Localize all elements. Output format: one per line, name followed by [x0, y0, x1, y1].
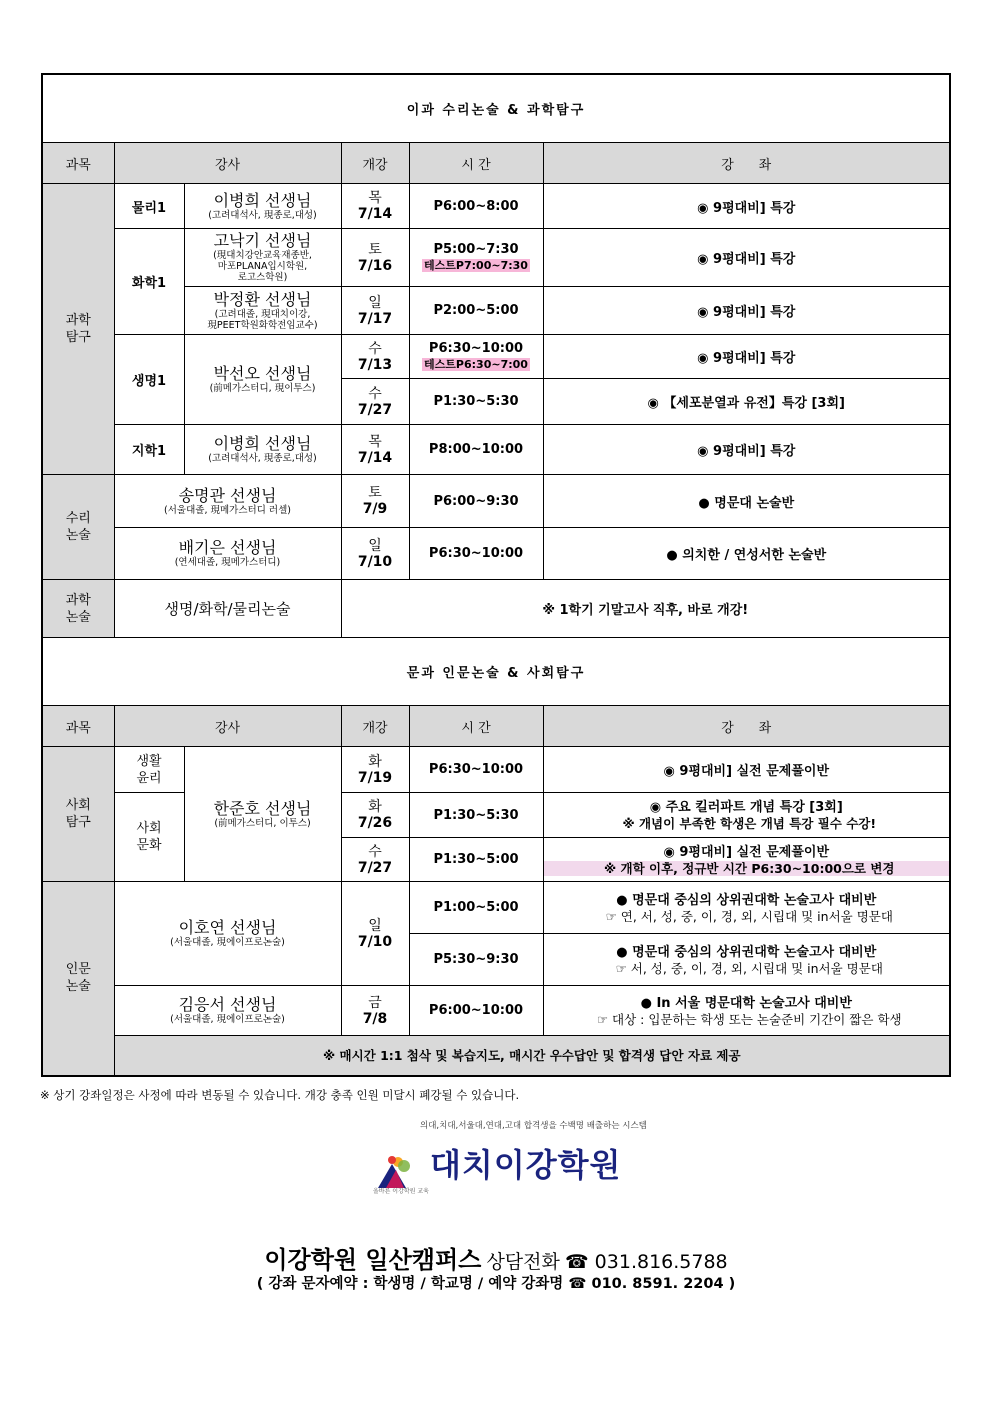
teacher-credentials: (前메가스터디, 이투스) [214, 817, 311, 829]
teacher-credentials: (現대치강안교육재종반, 마포PLANA입시학원, 로고스학원) [213, 250, 312, 283]
open-cell [341, 747, 409, 793]
table-row [42, 528, 950, 580]
open-date: 7/14 [357, 449, 393, 466]
time-cell: P6:30~10:00 [409, 528, 543, 580]
teacher-cell [114, 475, 341, 528]
header-course: 강 좌 [543, 143, 950, 184]
teacher-credentials: (고려대석사, 現종로,대성) [208, 453, 317, 464]
open-day: 수 [368, 843, 382, 860]
course-title: ◉ 9평대비] 실전 문제풀이반 [663, 844, 830, 860]
teacher-credentials: (서울대졸, 現에이프로논술) [170, 1014, 285, 1025]
open-cell [341, 287, 409, 335]
subject-biology: 생명1 [114, 335, 184, 425]
open-cell [341, 793, 409, 838]
course-cell: ◉ 9평대비] 실전 문제풀이반 [543, 747, 950, 793]
time-cell: P1:30~5:30 [409, 793, 543, 838]
time-text: P6:30~10:00 [428, 341, 524, 356]
course-note: ※ 개념이 부족한 학생은 개념 특강 필수 수강! [622, 816, 877, 831]
table-row [42, 793, 950, 838]
open-day: 토 [368, 241, 382, 258]
time-cell: P6:00~9:30 [409, 475, 543, 528]
course-cell: ◉ 9평대비] 특강 [543, 335, 950, 379]
open-date: 7/10 [357, 553, 393, 570]
bottom-note: ※ 매시간 1:1 첨삭 및 복습지도, 매시간 우수답안 및 합격생 답안 자료 제공 [114, 1036, 950, 1076]
subject-society: 사회 문화 [114, 793, 184, 882]
group-humanities-essay: 인문 논술 [42, 882, 114, 1076]
subject-earth-science: 지학1 [114, 425, 184, 475]
table-row [42, 580, 950, 638]
table-row [42, 882, 950, 934]
header-time: 시 간 [409, 706, 543, 747]
time-cell: P1:00~5:00 [409, 882, 543, 934]
consult-label: 상담전화 [486, 1251, 560, 1273]
time-cell [409, 335, 543, 379]
group-science: 과학 탐구 [42, 184, 114, 475]
time-cell [409, 229, 543, 287]
teacher-cell [114, 528, 341, 580]
open-date: 7/26 [357, 815, 393, 831]
open-day: 목 [368, 433, 382, 450]
course-note: ☞ 연, 서, 성, 중, 이, 경, 외, 시립대 및 in서울 명문대 [605, 908, 893, 924]
course-cell: ◉ 9평대비] 특강 [543, 184, 950, 229]
course-cell [543, 882, 950, 934]
course-cell: ● 의치한 / 연성서한 논술반 [543, 528, 950, 580]
course-note: ☞ 서, 성, 중, 이, 경, 외, 시립대 및 in서울 명문대 [615, 960, 883, 976]
open-date: 7/13 [357, 356, 393, 373]
open-date: 7/19 [357, 769, 393, 786]
open-cell [341, 528, 409, 580]
open-cell [341, 184, 409, 229]
open-date: 7/17 [357, 310, 393, 327]
course-cell [543, 793, 950, 838]
teacher-credentials: (前메가스터디, 現이투스) [209, 383, 316, 394]
open-cell [341, 475, 409, 528]
test-badge: 테스트P7:00~7:30 [424, 259, 528, 272]
logo-slogan: 의대,치대,서울대,연대,고대 합격생을 수백명 배출하는 시스템 [420, 1121, 647, 1131]
course-cell: ◉ 9평대비] 특강 [543, 425, 950, 475]
open-cell [341, 379, 409, 425]
table-row [42, 747, 950, 793]
table-row [42, 986, 950, 1036]
open-day: 금 [368, 994, 382, 1011]
time-cell: P5:30~9:30 [409, 934, 543, 986]
header-course: 강 좌 [543, 706, 950, 747]
time-cell: P6:00~8:00 [409, 184, 543, 229]
header-subject: 과목 [42, 706, 114, 747]
teacher-name: 박선오 선생님 [213, 364, 312, 383]
open-date: 7/27 [357, 859, 393, 876]
time-cell: P1:30~5:00 [409, 838, 543, 882]
table-row [42, 475, 950, 528]
course-cell: ◉ 9평대비] 특강 [543, 287, 950, 335]
course-title: ● 명문대 중심의 상위권대학 논술고사 대비반 [616, 892, 877, 908]
open-cell [341, 986, 409, 1036]
teacher-name: 송명관 선생님 [178, 485, 277, 505]
group-science-essay: 과학 논술 [42, 580, 114, 638]
course-cell: ◉ 【세포분열과 유전】특강 [3회] [543, 379, 950, 425]
time-text: P5:00~7:30 [433, 242, 519, 257]
teacher-cell [184, 229, 341, 287]
open-date: 7/8 [362, 1010, 388, 1027]
header-open: 개강 [341, 706, 409, 747]
teacher-name: 이병희 선생님 [213, 434, 312, 453]
science-essay-label: 생명/화학/물리논술 [114, 580, 341, 638]
section-title-humanities: 문과 인문논술 & 사회탐구 [42, 638, 950, 706]
teacher-name: 이병희 선생님 [213, 190, 312, 210]
open-day: 일 [368, 537, 382, 554]
table-header [42, 143, 950, 184]
course-title: ● 명문대 중심의 상위권대학 논술고사 대비반 [616, 944, 877, 960]
header-subject: 과목 [42, 143, 114, 184]
reservation-line: ( 강좌 문자예약 : 학생명 / 학교명 / 예약 강좌명 ☎ 010. 8591. 2204 ) [256, 1276, 736, 1292]
open-day: 화 [368, 799, 382, 815]
time-cell: P6:00~10:00 [409, 986, 543, 1036]
teacher-name: 이호연 선생님 [178, 918, 277, 937]
course-title: ● In 서울 명문대학 논술고사 대비반 [640, 995, 852, 1011]
course-cell [543, 934, 950, 986]
table-row [42, 1036, 950, 1076]
science-essay-note: ※ 1학기 기말고사 직후, 바로 개강! [341, 580, 950, 638]
header-time: 시 간 [409, 143, 543, 184]
teacher-name: 박정환 선생님 [213, 289, 312, 309]
teacher-credentials: (연세대졸, 現메가스터디) [174, 557, 281, 568]
course-cell: ● 명문대 논술반 [543, 475, 950, 528]
course-note: ☞ 대상 : 입문하는 학생 또는 논술준비 기간이 짧은 학생 [596, 1011, 902, 1027]
teacher-cell [184, 287, 341, 335]
open-date: 7/16 [357, 257, 393, 274]
open-cell [341, 229, 409, 287]
header-teacher: 강사 [114, 706, 341, 747]
time-cell: P6:30~10:00 [409, 747, 543, 793]
contact-line [0, 1240, 992, 1275]
subject-physics: 물리1 [114, 184, 184, 229]
section-title-science: 이과 수리논술 & 과학탐구 [42, 74, 950, 143]
open-date: 7/27 [357, 401, 393, 418]
open-date: 7/14 [357, 206, 393, 222]
subject-ethics: 생활 윤리 [114, 747, 184, 793]
teacher-credentials: (서울대졸, 現에이프로논술) [170, 937, 285, 948]
teacher-cell [184, 335, 341, 425]
footnote: ※ 상기 강좌일정은 사정에 따라 변동될 수 있습니다. 개강 충족 인원 미달시 폐강될 수 있습니다. [40, 1088, 520, 1102]
schedule-table [41, 73, 951, 1077]
time-cell: P2:00~5:00 [409, 287, 543, 335]
table-header [42, 706, 950, 747]
consult-phone: ☎ 031.816.5788 [564, 1251, 728, 1273]
teacher-cell [114, 882, 341, 986]
open-day: 수 [368, 385, 382, 402]
teacher-name: 김응서 선생님 [178, 995, 277, 1014]
teacher-credentials: (고려대석사, 現종로,대성) [208, 209, 317, 221]
logo-name: 대치이강학원 [430, 1146, 622, 1184]
teacher-cell [184, 425, 341, 475]
time-cell: P1:30~5:30 [409, 379, 543, 425]
course-cell [543, 838, 950, 882]
teacher-name: 고낙기 선생님 [213, 231, 312, 250]
group-math-essay: 수리 논술 [42, 475, 114, 580]
open-day: 일 [368, 294, 382, 311]
teacher-credentials: (서울대졸, 現메가스터디 러셀) [164, 504, 291, 516]
course-title: ◉ 주요 킬러파트 개념 특강 [3회] [649, 800, 843, 815]
header-open: 개강 [341, 143, 409, 184]
teacher-name: 배기은 선생님 [178, 538, 277, 557]
course-note: ※ 개학 이후, 정규반 시간 P6:30~10:00으로 변경 [544, 861, 950, 876]
campus-name: 이강학원 일산캠퍼스 [264, 1246, 482, 1274]
open-day: 토 [368, 485, 382, 501]
open-day: 일 [368, 917, 382, 934]
teacher-cell [184, 184, 341, 229]
open-cell [341, 882, 409, 986]
test-badge: 테스트P6:30~7:00 [424, 358, 528, 371]
table-row [42, 229, 950, 287]
teacher-credentials: (고려대졸, 現대치이강, 現PEET학원화학전임교수) [207, 308, 318, 331]
table-row [42, 184, 950, 229]
teacher-cell [184, 747, 341, 882]
open-day: 수 [368, 340, 382, 357]
group-social: 사회 탐구 [42, 747, 114, 882]
open-cell [341, 335, 409, 379]
open-cell [341, 838, 409, 882]
table-row [42, 425, 950, 475]
open-day: 화 [368, 753, 382, 770]
teacher-name: 한준호 선생님 [213, 798, 312, 818]
schedule-sheet [41, 73, 949, 1077]
table-row [42, 335, 950, 379]
open-date: 7/10 [357, 933, 393, 950]
teacher-cell [114, 986, 341, 1036]
header-teacher: 강사 [114, 143, 341, 184]
open-date: 7/9 [362, 501, 388, 517]
logo-sub: 올바른 이강학원 교육 [373, 1188, 429, 1195]
open-cell [341, 425, 409, 475]
subject-chemistry: 화학1 [114, 229, 184, 335]
time-cell: P8:00~10:00 [409, 425, 543, 475]
course-cell [543, 986, 950, 1036]
open-day: 목 [368, 190, 382, 206]
course-cell: ◉ 9평대비] 특강 [543, 229, 950, 287]
